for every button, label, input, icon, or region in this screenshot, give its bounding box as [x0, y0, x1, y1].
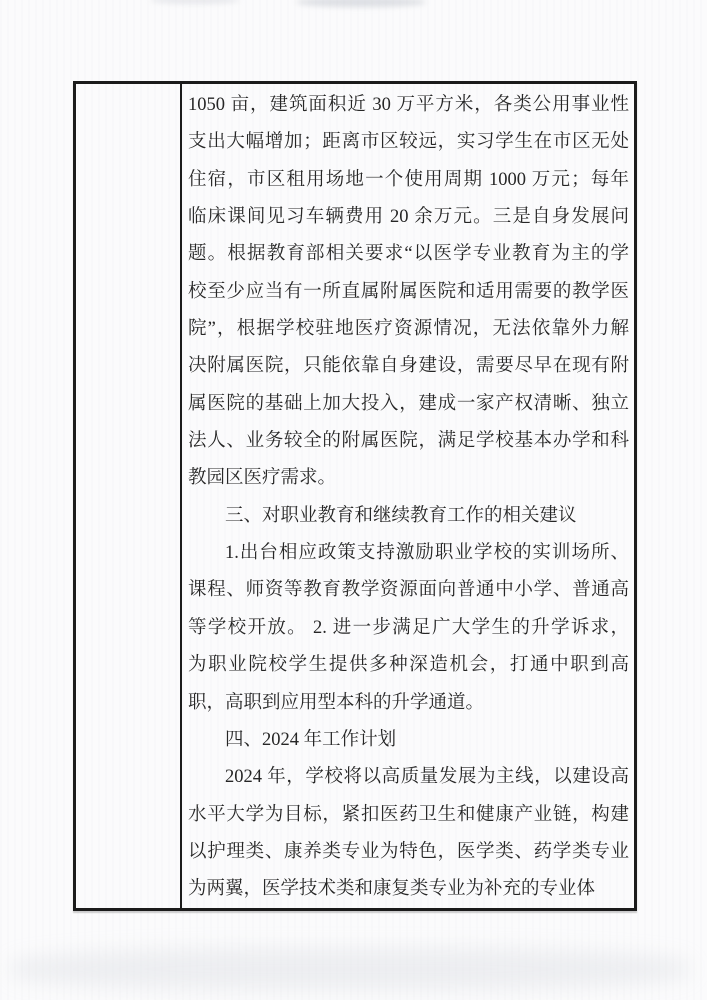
text-line: 教园区医疗需求。 [188, 468, 337, 489]
text-line: 2024 年，学校将以高质量发展为主线，以建设高 [225, 767, 629, 788]
text-line: 三、对职业教育和继续教育工作的相关建议 [225, 505, 577, 526]
text-line: 1.出台相应政策支持激励职业学校的实训场所、 [225, 543, 629, 564]
table-content-cell [182, 84, 634, 908]
text-line: 为两翼，医学技术类和康复类专业为补充的专业体 [188, 879, 596, 900]
scan-smudge [150, 0, 240, 4]
scan-smudge [296, 0, 426, 7]
text-line: 属医院的基础上加大投入，建成一家产权清晰、独立 [188, 393, 629, 414]
text-line: 1050 亩，建筑面积近 30 万平方米，各类公用事业性 [188, 95, 629, 115]
text-line: 支出大幅增加；距离市区较远，实习学生在市区无处 [188, 132, 629, 153]
table-left-cell [76, 84, 182, 908]
text-line: 住宿，市区租用场地一个使用周期 1000 万元；每年 [188, 169, 629, 190]
text-line: 等学校开放。 2. 进一步满足广大学生的升学诉求， [188, 617, 629, 638]
text-line: 法人、业务较全的附属医院，满足学校基本办学和科 [188, 431, 629, 452]
text-line: 校至少应当有一所直属附属医院和适用需要的教学医 [188, 281, 629, 302]
text-line: 水平大学为目标，紧扣医药卫生和健康产业链，构建 [188, 804, 629, 825]
document-table [73, 81, 637, 911]
text-line: 临床课间见习车辆费用 20 余万元。三是自身发展问 [188, 207, 629, 228]
text-line: 决附属医院，只能依靠自身建设，需要尽早在现有附 [188, 356, 629, 377]
text-line: 以护理类、康养类专业为特色，医学类、药学类专业 [188, 841, 629, 862]
text-line: 为职业院校学生提供多种深造机会，打通中职到高 [188, 655, 629, 676]
text-line: 四、2024 年工作计划 [225, 729, 397, 750]
scan-smudge [10, 948, 690, 990]
text-line: 职，高职到应用型本科的升学通道。 [188, 692, 485, 713]
text-line: 课程、师资等教育教学资源面向普通中小学、普通高 [188, 580, 629, 601]
text-line: 院”，根据学校驻地医疗资源情况，无法依靠外力解 [188, 319, 629, 340]
text-line: 题。根据教育部相关要求“以医学专业教育为主的学 [188, 244, 629, 265]
